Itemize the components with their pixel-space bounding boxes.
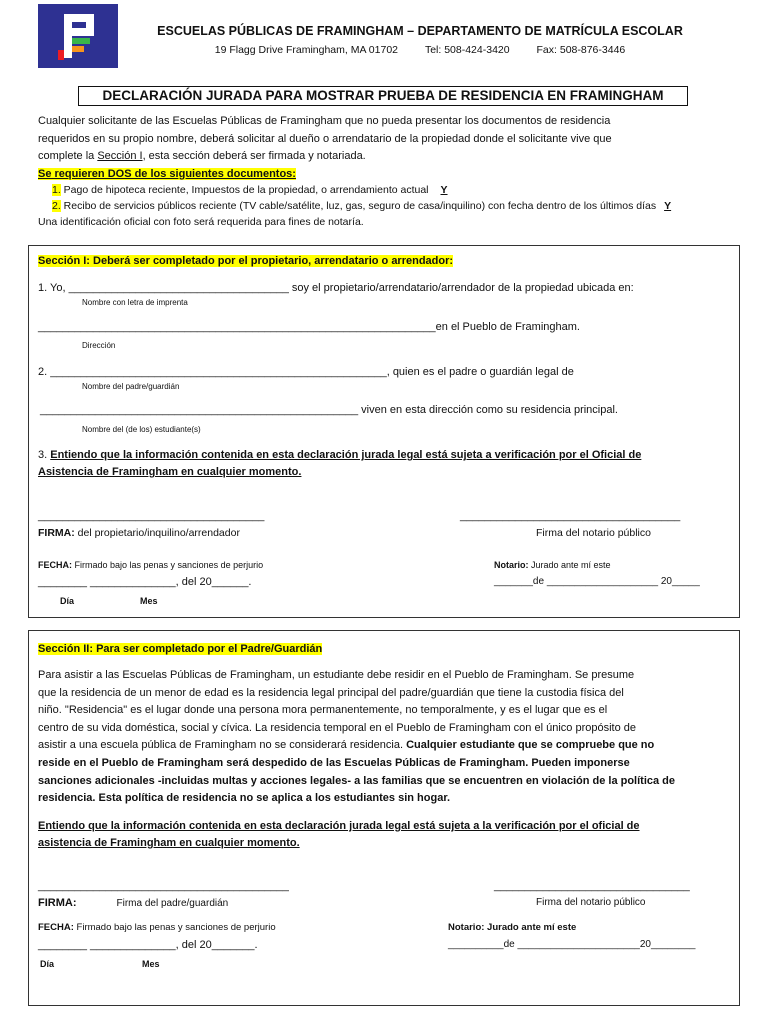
section-1-heading: Sección I: Deberá ser completado por el propietario, arrendatario o arrendador: [38,255,454,267]
section-2-heading: Sección II: Para ser completado por el Padre/Guardián [38,643,323,655]
sec1-address-line[interactable]: _________________________________________________________________en el Pueblo de Framingham. [38,321,580,333]
sec2-signature-label: FIRMA: Firma del padre/guardián [38,897,229,909]
sec1-date-label: FECHA: Firmado bajo las penas y sanciones de perjurio [38,560,264,570]
document-title: DECLARACIÓN JURADA PARA MOSTRAR PRUEBA DE RESIDENCIA EN FRAMINGHAM [78,86,688,106]
sec1-student-line[interactable]: ____________________________________________________ viven en esta dirección como su residencia principal. [40,404,618,416]
sec1-owner-caption: Nombre con letra de imprenta [82,298,188,307]
header-fax: Fax: 508-876-3446 [536,44,626,56]
sec1-address-caption: Dirección [82,341,116,350]
sec1-day-caption: Día [60,596,75,606]
sec1-signature-line[interactable]: _____________________________________ [38,510,265,522]
sec2-policy-text: Para asistir a las Escuelas Públicas de Framingham, un estudiante debe residir en el Pueblo de Framingham. Se presume que la residencia de un menor de edad es la residencia legal principal del padre/guardián que tiene la custodia física del niño. "Residencia" es el lugar donde una persona mora permanentemente, no temporalmente, y es el lugar que es el centro de su vida doméstica, social y cívica. La residencia temporal en el Pueblo de Framingham con el único propósito de asistir a una escuela pública de Framingham no se considerará residencia. Cualquier estudiante que se compruebe que no reside en el Pueblo de Framingham será despedido de las Escuelas Públicas de Framingham. Pueden imponerse sanciones adicionales -incluidas multas y acciones legales- a las familias que se encuentren en violación de la política de residencia. Esta política de residencia no se aplica a los estudiantes sin hogar. [38,669,676,805]
sec1-notary-signature-line[interactable]: ____________________________________ [460,510,681,522]
sec1-verification: 3. Entiendo que la información contenida en esta declaración jurada legal está sujeta a verificación por el Oficial de Asistencia de Framingham en cualquier momento. [38,449,642,478]
sec2-notary-date-line[interactable]: __________de ______________________20________ [448,939,696,950]
sec2-month-caption: Mes [142,959,160,969]
required-doc-id: Una identificación oficial con foto será requerida para fines de notaría. [38,215,364,228]
sec2-agreement: Entiendo que la información contenida en esta declaración jurada legal está sujeta a la verificación por el oficial de asistencia de Framingham en cualquier momento. [38,820,640,849]
sec1-student-caption: Nombre del (de los) estudiante(s) [82,425,201,434]
intro-section [38,113,738,230]
sec2-signature-line[interactable]: _________________________________________ [38,880,289,892]
header-contact [120,44,720,56]
sec1-month-caption: Mes [140,596,158,606]
header-title: ESCUELAS PÚBLICAS DE FRAMINGHAM – DEPARTAMENTO DE MATRÍCULA ESCOLAR [157,24,683,38]
sec1-notary-date-line[interactable]: _______de ____________________ 20_____ [494,576,700,587]
sec2-notary-signature-line[interactable]: ________________________________ [494,880,690,892]
header-tel: Tel: 508-424-3420 [424,44,510,56]
sec1-signature-label: FIRMA: del propietario/inquilino/arrendador [38,527,240,539]
sec2-notary-signature-label: Firma del notario público [536,897,646,908]
sec1-owner-line[interactable]: 1. Yo, ____________________________________ soy el propietario/arrendatario/arrendador de la propiedad ubicada en: [38,282,634,294]
sec1-parent-line[interactable]: 2. _______________________________________________________, quien es el padre o guardián legal de [38,366,574,378]
sec2-date-line[interactable]: ________ ______________, del 20_______. [38,939,258,951]
intro-line-2: requeridos en su propio nombre, deberá solicitar al dueño o arrendatario de la propiedad donde el solicitante vive que [38,132,612,145]
header-address: 19 Flagg Drive Framingham, MA 01702 [214,44,399,56]
sec1-parent-caption: Nombre del padre/guardián [82,382,180,391]
intro-line-1: Cualquier solicitante de las Escuelas Públicas de Framingham que no pueda presentar los documentos de residencia [38,115,611,127]
required-doc-2: 2. Recibo de servicios públicos reciente (TV cable/satélite, luz, gas, seguro de casa/inquilino) con fecha dentro de los últimos días Y [52,199,672,212]
sec2-notary-label: Notario: Jurado ante mí este [448,922,577,933]
required-doc-1: 1. Pago de hipoteca reciente, Impuestos de la propiedad, o arrendamiento actual Y [52,183,448,196]
intro-line-3: complete la Sección I, esta sección deberá ser firmada y notariada. [38,150,366,162]
sec1-notary-label: Notario: Jurado ante mí este [494,560,611,570]
required-docs-heading: Se requieren DOS de los siguientes documentos: [38,167,296,180]
sec2-date-label: FECHA: Firmado bajo las penas y sanciones de perjurio [38,922,276,933]
school-logo [38,4,118,68]
sec1-date-line[interactable]: ________ ______________, del 20______. [38,576,252,588]
sec2-day-caption: Día [40,959,55,969]
fps-logo-icon [38,4,118,68]
sec1-notary-signature-label: Firma del notario público [536,527,651,539]
